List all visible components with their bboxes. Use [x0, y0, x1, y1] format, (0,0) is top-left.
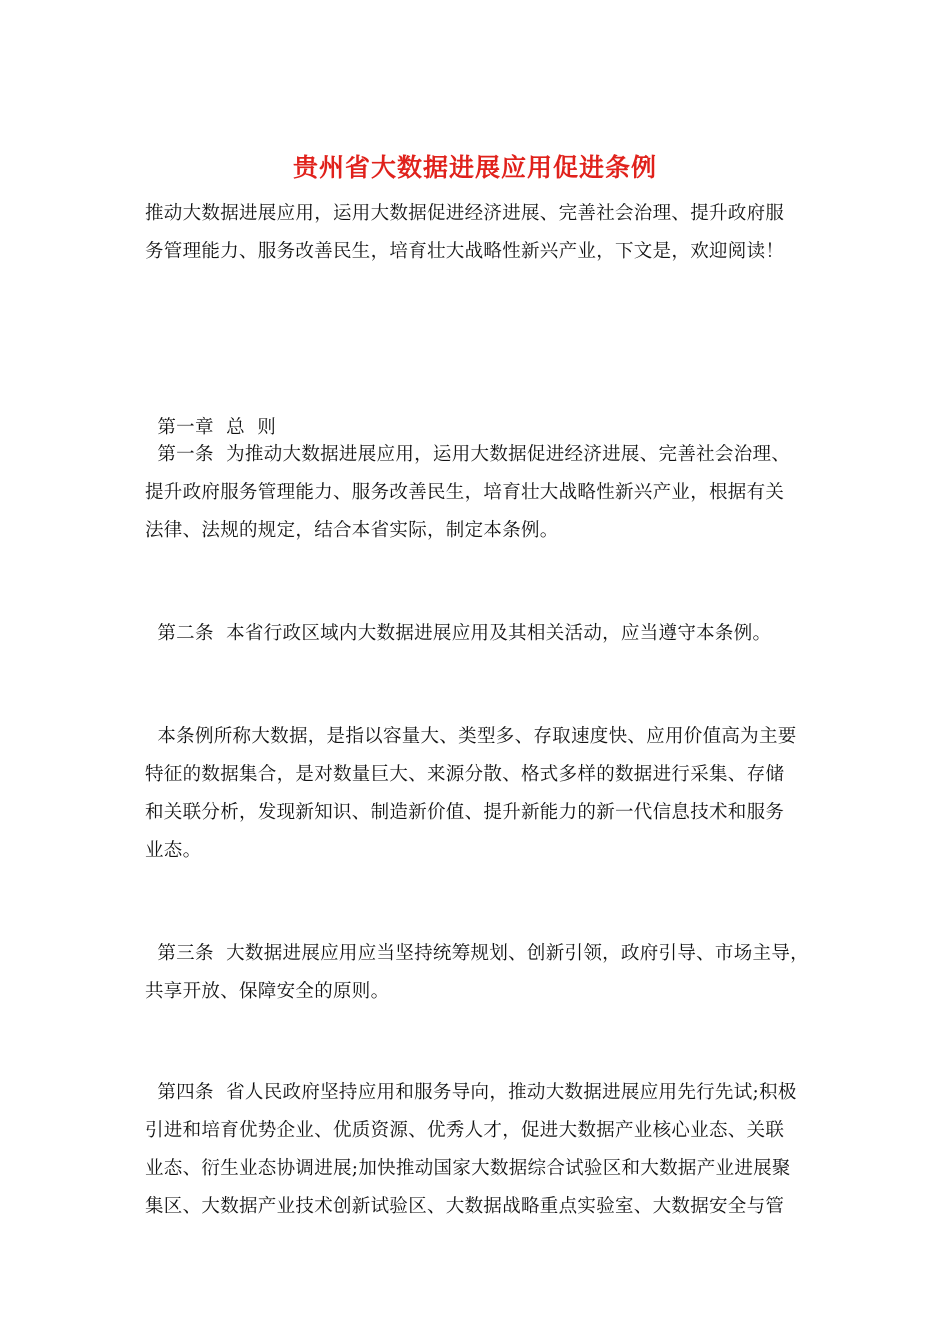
text-line: 第四条 省人民政府坚持应用和服务导向，推动大数据进展应用先行先试;积极 — [145, 1082, 797, 1103]
text-line: 第一章 总 则 — [145, 417, 277, 438]
article-3-paragraph — [145, 935, 815, 1011]
text-line: 第三条 大数据进展应用应当坚持统筹规划、创新引领，政府引导、市场主导， — [145, 943, 809, 964]
document-title: 贵州省大数据进展应用促进条例 — [292, 153, 657, 182]
text-line: 第二条 本省行政区域内大数据进展应用及其相关活动，应当遵守本条例。 — [145, 623, 772, 644]
text-line: 引进和培育优势企业、优质资源、优秀人才，促进大数据产业核心业态、关联 — [145, 1120, 785, 1141]
text-line: 和关联分析，发现新知识、制造新价值、提升新能力的新一代信息技术和服务 — [145, 802, 785, 823]
text-line: 业态、衍生业态协调进展;加快推动国家大数据综合试验区和大数据产业进展聚 — [145, 1158, 791, 1179]
text-line: 第一条 为推动大数据进展应用，运用大数据促进经济进展、完善社会治理、 — [145, 444, 791, 465]
text-line: 集区、大数据产业技术创新试验区、大数据战略重点实验室、大数据安全与管 — [145, 1196, 785, 1217]
text-line: 业态。 — [145, 840, 202, 861]
text-line: 共享开放、保障安全的原则。 — [145, 981, 390, 1002]
intro-paragraph — [145, 195, 815, 271]
article-2-paragraph — [145, 615, 815, 653]
article-1-paragraph — [145, 436, 815, 550]
text-line: 提升政府服务管理能力、服务改善民生，培育壮大战略性新兴产业，根据有关 — [145, 482, 785, 503]
text-line: 本条例所称大数据，是指以容量大、类型多、存取速度快、应用价值高为主要 — [145, 726, 797, 747]
text-line: 务管理能力、服务改善民生，培育壮大战略性新兴产业，下文是，欢迎阅读！ — [145, 241, 785, 262]
text-line: 推动大数据进展应用，运用大数据促进经济进展、完善社会治理、提升政府服 — [145, 203, 785, 224]
text-line: 法律、法规的规定，结合本省实际，制定本条例。 — [145, 520, 559, 541]
text-line: 特征的数据集合，是对数量巨大、来源分散、格式多样的数据进行采集、存储 — [145, 764, 785, 785]
definition-paragraph — [145, 718, 815, 870]
article-4-paragraph — [145, 1074, 815, 1226]
